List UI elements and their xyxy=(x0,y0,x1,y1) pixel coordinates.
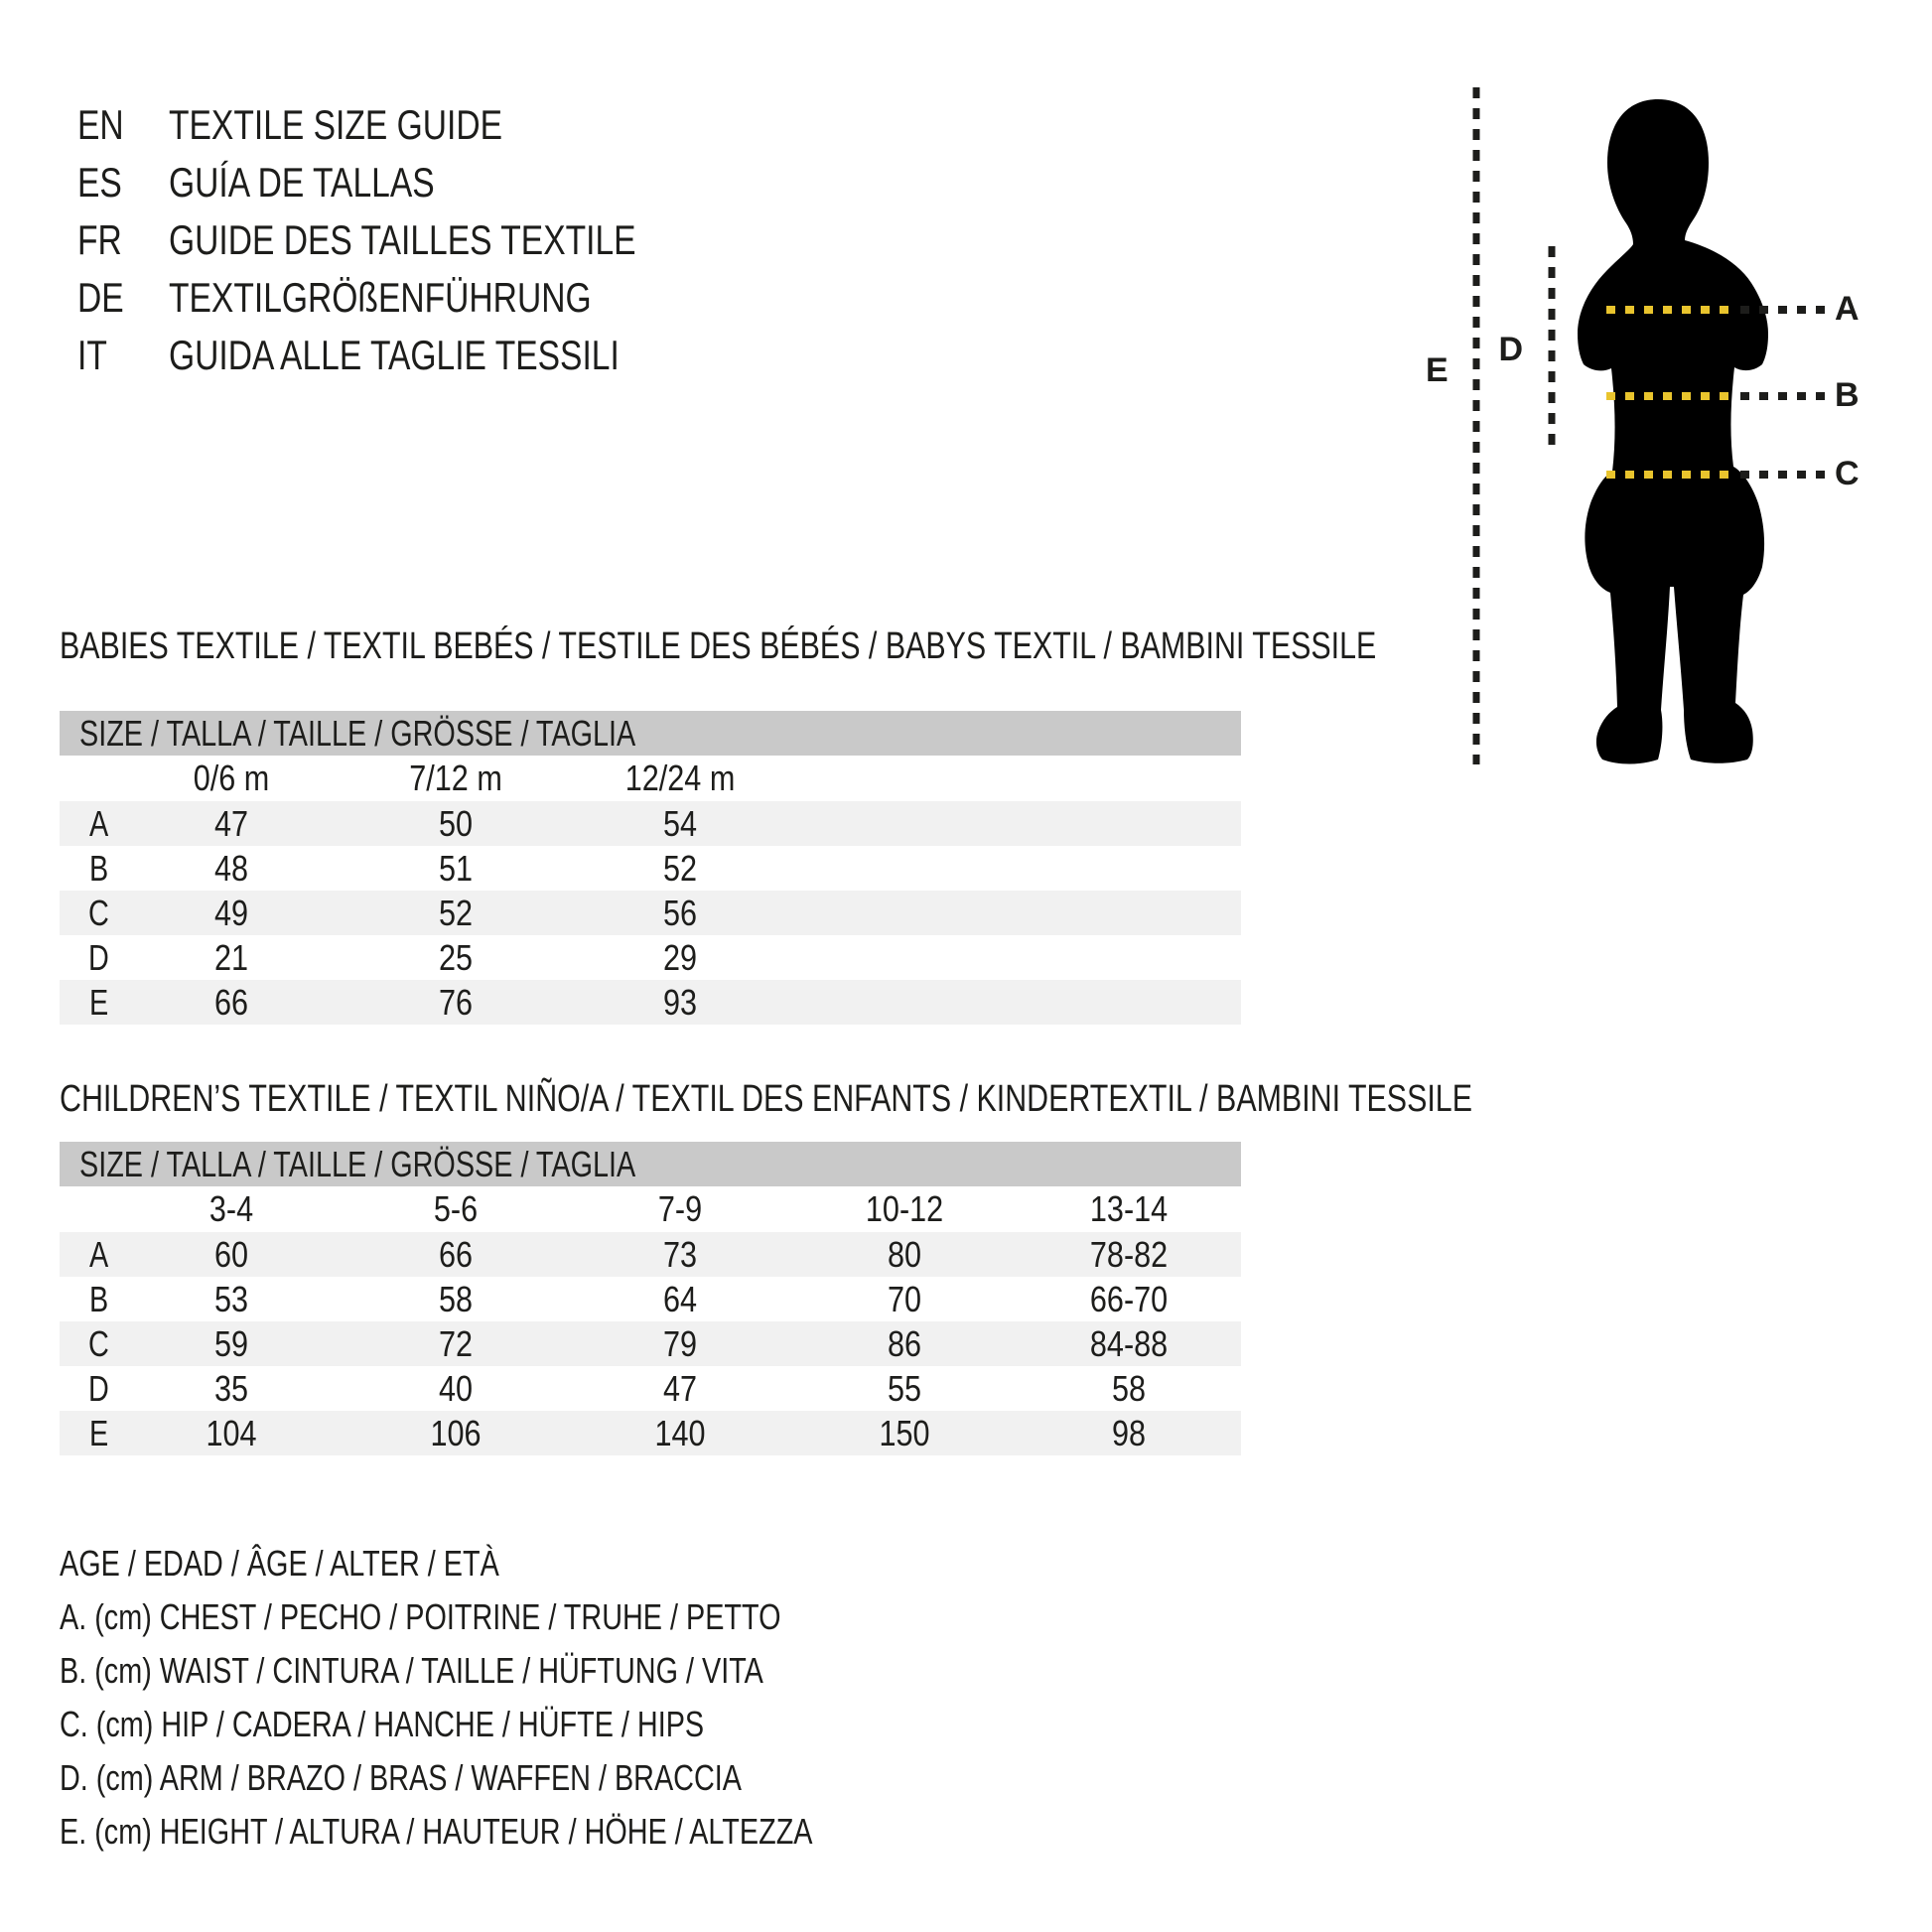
legend-line-age: AGE / EDAD / ÂGE / ALTER / ETÀ xyxy=(60,1543,499,1584)
table-cell: 106 xyxy=(344,1411,568,1455)
column-header: 7/12 m xyxy=(409,758,502,798)
row-label: E xyxy=(60,980,119,1025)
legend-line-hip: C. (cm) HIP / CADERA / HANCHE / HÜFTE / HIPS xyxy=(60,1704,705,1744)
measure-label-d: D xyxy=(1498,331,1523,368)
row-label: A xyxy=(60,801,119,846)
spacer-cell xyxy=(792,980,1241,1025)
row-label: B xyxy=(88,847,109,889)
legend-line-waist: B. (cm) WAIST / CINTURA / TAILLE / HÜFTUNG / VITA xyxy=(60,1650,763,1691)
children-size-table xyxy=(60,1142,1241,1455)
table-row xyxy=(60,935,1241,980)
language-row-it xyxy=(77,327,753,384)
row-label: E xyxy=(60,1411,119,1455)
table-row xyxy=(60,1321,1241,1366)
table-cell: 78-82 xyxy=(1017,1232,1241,1277)
table-cell: 66 xyxy=(344,1232,568,1277)
table-cell: 73 xyxy=(568,1232,792,1277)
legend-line-arm: D. (cm) ARM / BRAZO / BRAS / WAFFEN / BRACCIA xyxy=(60,1757,742,1798)
table-cell: 47 xyxy=(662,1367,698,1409)
spacer-cell xyxy=(60,1186,119,1232)
spacer-cell xyxy=(792,846,1241,891)
column-header: 10-12 xyxy=(865,1188,944,1229)
row-label: C xyxy=(60,891,119,935)
column-header: 5-6 xyxy=(433,1188,479,1229)
babies-column-header-row xyxy=(60,756,1241,801)
language-row-es xyxy=(77,154,753,211)
spacer-cell xyxy=(60,756,119,801)
row-label: D xyxy=(88,1367,109,1409)
table-cell: 49 xyxy=(119,891,344,935)
table-cell: 21 xyxy=(213,936,249,978)
table-cell: 80 xyxy=(792,1232,1017,1277)
babies-section-title: BABIES TEXTILE / TEXTIL BEBÉS / TESTILE DES BÉBÉS / BABYS TEXTIL / BAMBINI TESSILE xyxy=(60,625,1377,667)
column-header: 0/6 m xyxy=(193,758,270,798)
table-cell: 140 xyxy=(568,1411,792,1455)
column-header: 12/24 m xyxy=(624,758,736,798)
table-cell: 51 xyxy=(438,847,474,889)
table-cell: 48 xyxy=(213,847,249,889)
spacer-cell xyxy=(792,756,1241,801)
measure-label-e: E xyxy=(1426,351,1449,389)
row-label: A xyxy=(60,1232,119,1277)
table-cell: 76 xyxy=(344,980,568,1025)
language-row-en xyxy=(77,96,753,154)
language-code: IT xyxy=(77,332,107,378)
table-row xyxy=(60,846,1241,891)
language-code: ES xyxy=(77,159,122,206)
table-cell: 40 xyxy=(438,1367,474,1409)
babies-size-header-bar xyxy=(60,711,1241,756)
table-cell: 79 xyxy=(568,1321,792,1366)
language-title: GUIDA ALLE TAGLIE TESSILI xyxy=(169,332,620,378)
table-row xyxy=(60,1411,1241,1455)
table-cell: 35 xyxy=(213,1367,249,1409)
table-row xyxy=(60,891,1241,935)
table-cell: 59 xyxy=(119,1321,344,1366)
table-cell: 86 xyxy=(792,1321,1017,1366)
table-cell: 104 xyxy=(119,1411,344,1455)
table-cell: 58 xyxy=(438,1278,474,1319)
language-title: TEXTILE SIZE GUIDE xyxy=(169,101,503,148)
table-row xyxy=(60,801,1241,846)
measure-label-a: A xyxy=(1835,290,1860,328)
children-size-header-text: SIZE / TALLA / TAILLE / GRÖSSE / TAGLIA xyxy=(79,1143,636,1184)
children-section-title: CHILDREN’S TEXTILE / TEXTIL NIÑO/A / TEXTIL DES ENFANTS / KINDERTEXTIL / BAMBINI TESSILE xyxy=(60,1078,1472,1120)
language-code: EN xyxy=(77,101,124,148)
language-title-block xyxy=(77,96,753,384)
column-header: 13-14 xyxy=(1089,1188,1169,1229)
measure-label-b: B xyxy=(1835,376,1860,414)
children-column-header-row xyxy=(60,1186,1241,1232)
table-row xyxy=(60,1277,1241,1321)
row-label: D xyxy=(88,936,109,978)
spacer-cell xyxy=(792,801,1241,846)
row-label: B xyxy=(88,1278,109,1319)
table-cell: 50 xyxy=(344,801,568,846)
table-cell: 47 xyxy=(119,801,344,846)
table-row xyxy=(60,1366,1241,1411)
table-cell: 56 xyxy=(568,891,792,935)
spacer-cell xyxy=(792,935,1241,980)
babies-size-header-text: SIZE / TALLA / TAILLE / GRÖSSE / TAGLIA xyxy=(79,712,636,754)
table-cell: 58 xyxy=(1111,1367,1147,1409)
language-title: TEXTILGRÖßENFÜHRUNG xyxy=(169,274,592,321)
language-row-de xyxy=(77,269,753,327)
table-cell: 25 xyxy=(438,936,474,978)
table-cell: 52 xyxy=(344,891,568,935)
row-label: C xyxy=(60,1321,119,1366)
language-title: GUIDE DES TAILLES TEXTILE xyxy=(169,216,636,263)
table-cell: 150 xyxy=(792,1411,1017,1455)
table-cell: 70 xyxy=(887,1278,922,1319)
legend-line-height: E. (cm) HEIGHT / ALTURA / HAUTEUR / HÖHE / ALTEZZA xyxy=(60,1811,813,1852)
measurement-legend xyxy=(60,1537,1001,1859)
table-cell: 66 xyxy=(119,980,344,1025)
table-cell: 93 xyxy=(568,980,792,1025)
table-cell: 64 xyxy=(662,1278,698,1319)
legend-line-chest: A. (cm) CHEST / PECHO / POITRINE / TRUHE / PETTO xyxy=(60,1596,781,1637)
column-header: 3-4 xyxy=(208,1188,254,1229)
table-cell: 53 xyxy=(213,1278,249,1319)
table-cell: 29 xyxy=(662,936,698,978)
table-cell: 54 xyxy=(568,801,792,846)
language-code: FR xyxy=(77,216,122,263)
table-row xyxy=(60,1232,1241,1277)
babies-size-table xyxy=(60,711,1241,1025)
language-code: DE xyxy=(77,274,124,321)
table-cell: 72 xyxy=(344,1321,568,1366)
table-cell: 55 xyxy=(887,1367,922,1409)
spacer-cell xyxy=(792,891,1241,935)
language-row-fr xyxy=(77,211,753,269)
child-silhouette-figure xyxy=(1420,69,1926,784)
table-cell: 60 xyxy=(119,1232,344,1277)
language-title: GUÍA DE TALLAS xyxy=(169,159,435,206)
table-cell: 84-88 xyxy=(1017,1321,1241,1366)
table-cell: 98 xyxy=(1017,1411,1241,1455)
table-cell: 66-70 xyxy=(1089,1278,1169,1319)
children-size-header-bar xyxy=(60,1142,1241,1186)
table-row xyxy=(60,980,1241,1025)
column-header: 7-9 xyxy=(657,1188,703,1229)
table-cell: 52 xyxy=(662,847,698,889)
measure-label-c: C xyxy=(1835,455,1860,492)
